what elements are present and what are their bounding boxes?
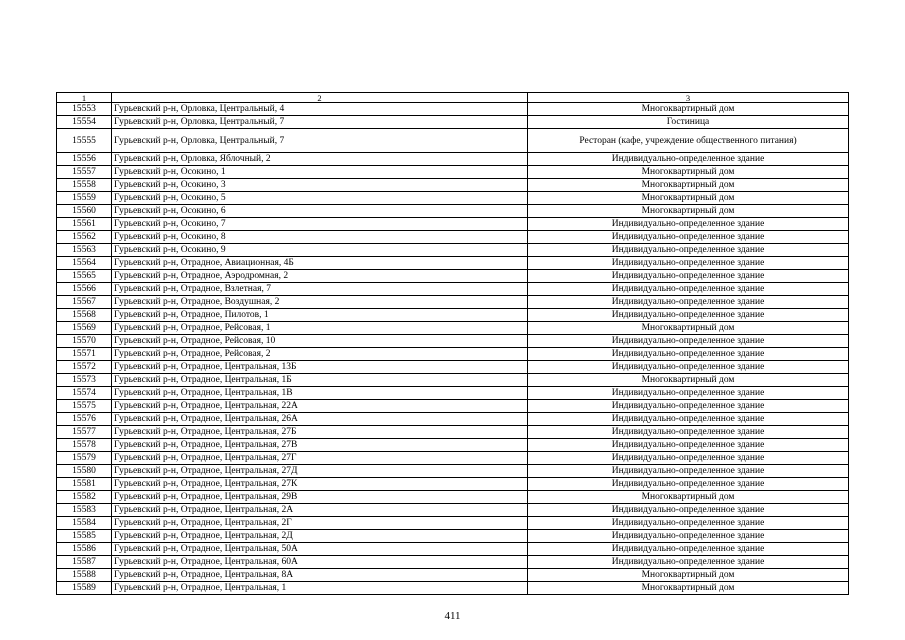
row-type-cell: Многоквартирный дом xyxy=(528,582,849,595)
row-number-cell: 15579 xyxy=(57,452,112,465)
row-address-cell: Гурьевский р-н, Отрадное, Центральная, 8А xyxy=(112,569,528,582)
row-type-cell: Многоквартирный дом xyxy=(528,205,849,218)
table-row xyxy=(57,556,849,569)
row-number-cell: 15587 xyxy=(57,556,112,569)
registry-table-body xyxy=(57,93,849,595)
row-address-cell: Гурьевский р-н, Отрадное, Рейсовая, 10 xyxy=(112,335,528,348)
table-row xyxy=(57,413,849,426)
row-number-cell: 15578 xyxy=(57,439,112,452)
row-type-cell: Гостиница xyxy=(528,116,849,129)
row-type-cell: Индивидуально-определенное здание xyxy=(528,244,849,257)
row-number-cell: 15555 xyxy=(57,129,112,153)
row-address-cell: Гурьевский р-н, Отрадное, Центральная, 1В xyxy=(112,387,528,400)
row-address-cell: Гурьевский р-н, Осокино, 1 xyxy=(112,166,528,179)
row-type-cell: Индивидуально-определенное здание xyxy=(528,296,849,309)
row-type-cell: Индивидуально-определенное здание xyxy=(528,218,849,231)
table-row xyxy=(57,309,849,322)
row-type-cell: Индивидуально-определенное здание xyxy=(528,361,849,374)
row-number-cell: 15572 xyxy=(57,361,112,374)
table-row xyxy=(57,465,849,478)
row-address-cell: Гурьевский р-н, Отрадное, Центральная, 60А xyxy=(112,556,528,569)
row-type-cell: Индивидуально-определенное здание xyxy=(528,517,849,530)
row-number-cell: 15562 xyxy=(57,231,112,244)
row-type-cell: Индивидуально-определенное здание xyxy=(528,439,849,452)
table-row xyxy=(57,361,849,374)
row-address-cell: Гурьевский р-н, Осокино, 6 xyxy=(112,205,528,218)
row-type-cell: Ресторан (кафе, учреждение общественного питания) xyxy=(528,129,849,153)
column-header-number: 1 xyxy=(57,93,112,103)
table-row xyxy=(57,517,849,530)
row-address-cell: Гурьевский р-н, Отрадное, Рейсовая, 1 xyxy=(112,322,528,335)
row-number-cell: 15570 xyxy=(57,335,112,348)
table-row xyxy=(57,335,849,348)
table-row xyxy=(57,400,849,413)
table-row xyxy=(57,179,849,192)
table-row xyxy=(57,374,849,387)
row-type-cell: Индивидуально-определенное здание xyxy=(528,335,849,348)
row-type-cell: Многоквартирный дом xyxy=(528,179,849,192)
row-address-cell: Гурьевский р-н, Отрадное, Центральная, 27В xyxy=(112,439,528,452)
table-row xyxy=(57,257,849,270)
column-header-type: 3 xyxy=(528,93,849,103)
column-header-address: 2 xyxy=(112,93,528,103)
table-row xyxy=(57,478,849,491)
table-row xyxy=(57,244,849,257)
row-address-cell: Гурьевский р-н, Орловка, Центральный, 4 xyxy=(112,103,528,116)
row-address-cell: Гурьевский р-н, Отрадное, Центральная, 2А xyxy=(112,504,528,517)
row-address-cell: Гурьевский р-н, Отрадное, Центральная, 22А xyxy=(112,400,528,413)
row-type-cell: Индивидуально-определенное здание xyxy=(528,413,849,426)
table-row xyxy=(57,283,849,296)
row-number-cell: 15566 xyxy=(57,283,112,296)
row-address-cell: Гурьевский р-н, Отрадное, Центральная, 1Б xyxy=(112,374,528,387)
row-address-cell: Гурьевский р-н, Отрадное, Аэродромная, 2 xyxy=(112,270,528,283)
row-type-cell: Индивидуально-определенное здание xyxy=(528,556,849,569)
row-type-cell: Индивидуально-определенное здание xyxy=(528,153,849,166)
row-number-cell: 15556 xyxy=(57,153,112,166)
row-type-cell: Многоквартирный дом xyxy=(528,569,849,582)
table-row xyxy=(57,569,849,582)
row-type-cell: Многоквартирный дом xyxy=(528,491,849,504)
row-type-cell: Индивидуально-определенное здание xyxy=(528,257,849,270)
row-address-cell: Гурьевский р-н, Отрадное, Воздушная, 2 xyxy=(112,296,528,309)
row-address-cell: Гурьевский р-н, Отрадное, Центральная, 13Б xyxy=(112,361,528,374)
table-header-row xyxy=(57,93,849,103)
row-type-cell: Многоквартирный дом xyxy=(528,322,849,335)
row-type-cell: Индивидуально-определенное здание xyxy=(528,348,849,361)
row-type-cell: Индивидуально-определенное здание xyxy=(528,452,849,465)
table-row xyxy=(57,231,849,244)
table-row xyxy=(57,491,849,504)
row-number-cell: 15577 xyxy=(57,426,112,439)
row-number-cell: 15575 xyxy=(57,400,112,413)
row-address-cell: Гурьевский р-н, Осокино, 9 xyxy=(112,244,528,257)
row-address-cell: Гурьевский р-н, Орловка, Яблочный, 2 xyxy=(112,153,528,166)
row-number-cell: 15573 xyxy=(57,374,112,387)
table-row xyxy=(57,166,849,179)
row-address-cell: Гурьевский р-н, Отрадное, Центральная, 2Д xyxy=(112,530,528,543)
row-type-cell: Индивидуально-определенное здание xyxy=(528,465,849,478)
row-number-cell: 15589 xyxy=(57,582,112,595)
row-number-cell: 15560 xyxy=(57,205,112,218)
registry-table xyxy=(56,92,849,595)
row-address-cell: Гурьевский р-н, Отрадное, Центральная, 27Б xyxy=(112,426,528,439)
row-address-cell: Гурьевский р-н, Отрадное, Пилотов, 1 xyxy=(112,309,528,322)
row-address-cell: Гурьевский р-н, Орловка, Центральный, 7 xyxy=(112,129,528,153)
table-row xyxy=(57,205,849,218)
row-address-cell: Гурьевский р-н, Отрадное, Центральная, 50А xyxy=(112,543,528,556)
row-address-cell: Гурьевский р-н, Отрадное, Центральная, 27К xyxy=(112,478,528,491)
row-address-cell: Гурьевский р-н, Отрадное, Центральная, 2Г xyxy=(112,517,528,530)
row-number-cell: 15580 xyxy=(57,465,112,478)
table-row xyxy=(57,270,849,283)
row-address-cell: Гурьевский р-н, Отрадное, Рейсовая, 2 xyxy=(112,348,528,361)
table-row xyxy=(57,543,849,556)
row-number-cell: 15557 xyxy=(57,166,112,179)
row-address-cell: Гурьевский р-н, Отрадное, Центральная, 1 xyxy=(112,582,528,595)
page-number: 411 xyxy=(444,610,461,622)
row-number-cell: 15584 xyxy=(57,517,112,530)
row-number-cell: 15582 xyxy=(57,491,112,504)
row-type-cell: Индивидуально-определенное здание xyxy=(528,309,849,322)
table-row xyxy=(57,582,849,595)
row-address-cell: Гурьевский р-н, Осокино, 5 xyxy=(112,192,528,205)
table-row xyxy=(57,129,849,153)
table-row xyxy=(57,426,849,439)
row-type-cell: Индивидуально-определенное здание xyxy=(528,504,849,517)
table-row xyxy=(57,192,849,205)
row-number-cell: 15561 xyxy=(57,218,112,231)
table-row xyxy=(57,530,849,543)
row-number-cell: 15558 xyxy=(57,179,112,192)
row-type-cell: Многоквартирный дом xyxy=(528,103,849,116)
table-row xyxy=(57,322,849,335)
row-address-cell: Гурьевский р-н, Отрадное, Взлетная, 7 xyxy=(112,283,528,296)
table-row xyxy=(57,452,849,465)
table-row xyxy=(57,504,849,517)
row-number-cell: 15574 xyxy=(57,387,112,400)
table-row xyxy=(57,116,849,129)
row-type-cell: Индивидуально-определенное здание xyxy=(528,400,849,413)
table-row xyxy=(57,387,849,400)
row-type-cell: Многоквартирный дом xyxy=(528,192,849,205)
table-row xyxy=(57,153,849,166)
table-row xyxy=(57,348,849,361)
row-address-cell: Гурьевский р-н, Отрадное, Центральная, 27Г xyxy=(112,452,528,465)
row-number-cell: 15568 xyxy=(57,309,112,322)
row-address-cell: Гурьевский р-н, Отрадное, Авиационная, 4Б xyxy=(112,257,528,270)
row-address-cell: Гурьевский р-н, Отрадное, Центральная, 27Д xyxy=(112,465,528,478)
row-number-cell: 15588 xyxy=(57,569,112,582)
row-number-cell: 15553 xyxy=(57,103,112,116)
row-number-cell: 15585 xyxy=(57,530,112,543)
row-type-cell: Индивидуально-определенное здание xyxy=(528,530,849,543)
row-address-cell: Гурьевский р-н, Орловка, Центральный, 7 xyxy=(112,116,528,129)
row-type-cell: Индивидуально-определенное здание xyxy=(528,543,849,556)
row-number-cell: 15569 xyxy=(57,322,112,335)
row-type-cell: Индивидуально-определенное здание xyxy=(528,270,849,283)
row-type-cell: Индивидуально-определенное здание xyxy=(528,231,849,244)
row-number-cell: 15564 xyxy=(57,257,112,270)
row-number-cell: 15567 xyxy=(57,296,112,309)
row-number-cell: 15554 xyxy=(57,116,112,129)
table-row xyxy=(57,296,849,309)
row-type-cell: Индивидуально-определенное здание xyxy=(528,426,849,439)
row-number-cell: 15559 xyxy=(57,192,112,205)
row-address-cell: Гурьевский р-н, Осокино, 3 xyxy=(112,179,528,192)
row-type-cell: Индивидуально-определенное здание xyxy=(528,478,849,491)
row-type-cell: Многоквартирный дом xyxy=(528,374,849,387)
table-row xyxy=(57,103,849,116)
row-address-cell: Гурьевский р-н, Осокино, 7 xyxy=(112,218,528,231)
row-number-cell: 15583 xyxy=(57,504,112,517)
row-type-cell: Многоквартирный дом xyxy=(528,166,849,179)
row-address-cell: Гурьевский р-н, Осокино, 8 xyxy=(112,231,528,244)
row-number-cell: 15581 xyxy=(57,478,112,491)
row-number-cell: 15565 xyxy=(57,270,112,283)
row-type-cell: Индивидуально-определенное здание xyxy=(528,387,849,400)
table-row xyxy=(57,439,849,452)
row-address-cell: Гурьевский р-н, Отрадное, Центральная, 26А xyxy=(112,413,528,426)
row-number-cell: 15586 xyxy=(57,543,112,556)
row-address-cell: Гурьевский р-н, Отрадное, Центральная, 29В xyxy=(112,491,528,504)
row-number-cell: 15576 xyxy=(57,413,112,426)
table-row xyxy=(57,218,849,231)
row-type-cell: Индивидуально-определенное здание xyxy=(528,283,849,296)
row-number-cell: 15571 xyxy=(57,348,112,361)
row-number-cell: 15563 xyxy=(57,244,112,257)
